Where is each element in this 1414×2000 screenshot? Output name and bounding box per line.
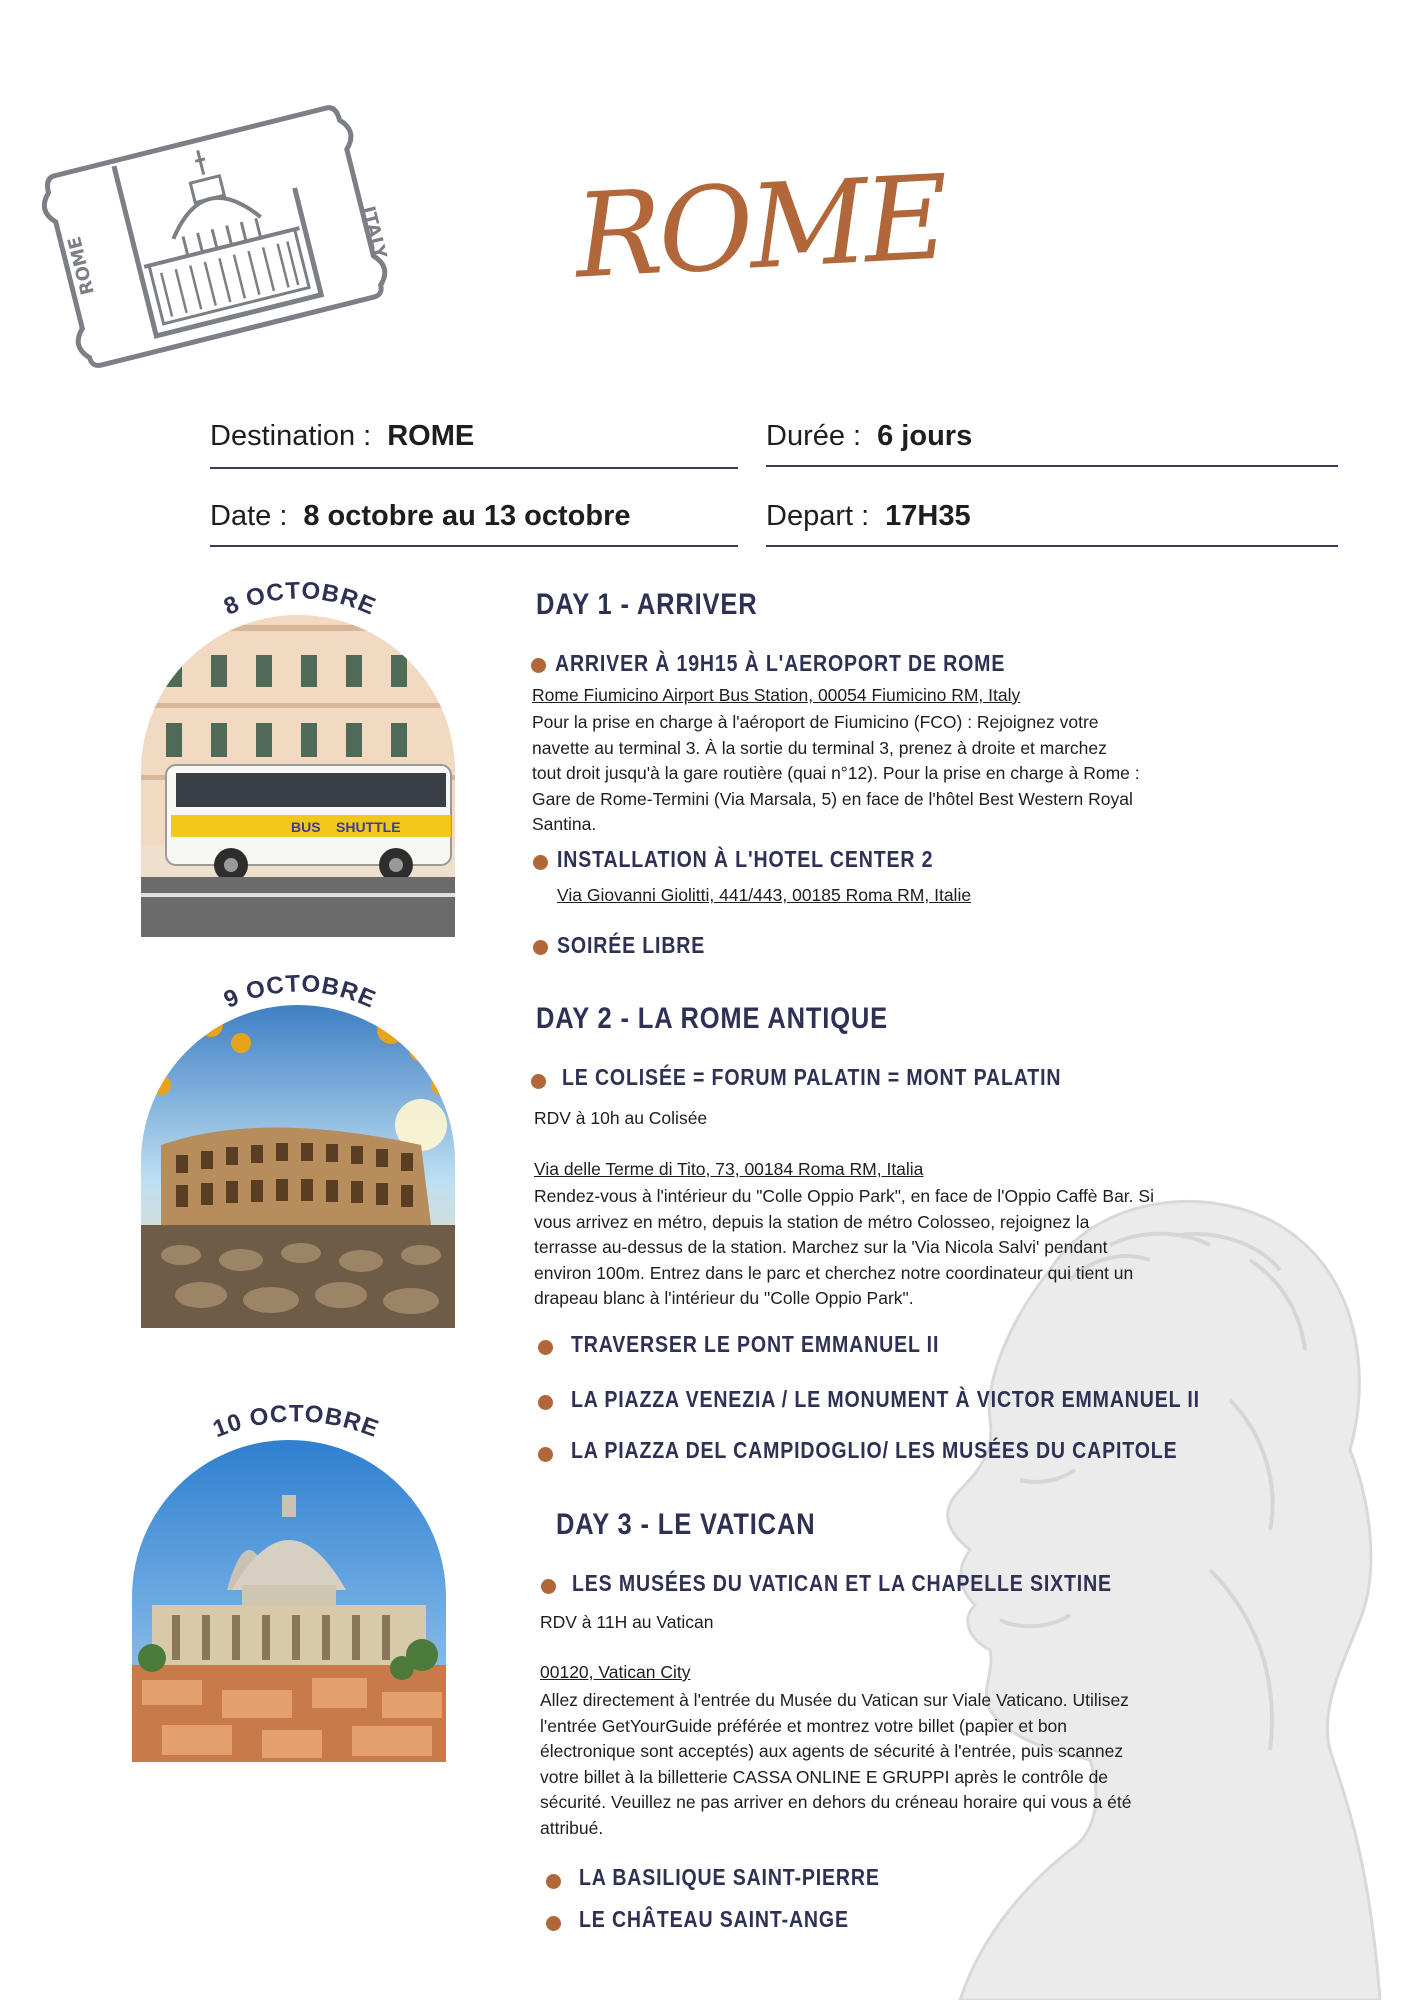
- divider: [210, 545, 738, 547]
- day3-item1-description: Allez directement à l'entrée du Musée du Vatican sur Viale Vaticano. Utilisez l'entrée GetYourGuide préférée et montrez votre billet (papier et bon électronique sont acceptés) aux agents de sécurité à l'entrée, puis scannez votre billet à la billetterie CASSA ONLINE E GRUPPI après le contrôle de sécurité. Veuillez ne pas arriver en dehors du créneau horaire qui vous a été attribué.: [540, 1690, 1132, 1838]
- date-label-day3: [186, 1395, 406, 1445]
- bullet-dot: [546, 1916, 561, 1931]
- stamp-right-text: ITALY: [357, 204, 391, 261]
- day3-item1-meet: RDV à 11H au Vatican: [540, 1612, 714, 1632]
- day1-item1-description: Pour la prise en charge à l'aéroport de Fiumicino (FCO) : Rejoignez votre navette au terminal 3. À la sortie du terminal 3, prenez à droite et marchez tout droit jusqu'à la gare routière (quai n°12). Pour la prise en charge à Rome : Gare de Rome-Termini (Via Marsala, 5) en face de l'hôtel Best Western Royal Santina.: [532, 712, 1140, 834]
- bullet-dot: [538, 1447, 553, 1462]
- bus-sign-b: SHUTTLE: [336, 819, 401, 835]
- bus-sign-a: BUS: [291, 819, 321, 835]
- depart-row: [766, 500, 971, 533]
- day2-item1-description: Rendez-vous à l'intérieur du "Colle Oppio Park", en face de l'Oppio Caffè Bar. Si vous arrivez en métro, depuis la station de métro Colosseo, rejoignez la terrasse au-dessus de la station. Marchez sur la 'Via Nicola Salvi' pendant environ 100m. Entrez dans le parc et cherchez notre coordinateur qui tient un drapeau blanc à l'intérieur du "Colle Oppio Park".: [534, 1186, 1154, 1308]
- depart-value: 17H35: [885, 500, 971, 532]
- bus-photo: [141, 615, 455, 937]
- bullet-dot: [546, 1874, 561, 1889]
- day3-heading: DAY 3 - LE VATICAN: [556, 1508, 816, 1541]
- day1-heading: DAY 1 - ARRIVER: [536, 588, 758, 621]
- day2-item2-title: TRAVERSER LE PONT EMMANUEL II: [571, 1331, 940, 1357]
- duration-label: Durée :: [766, 420, 862, 452]
- divider: [210, 467, 738, 469]
- page-title: ROME: [571, 150, 949, 305]
- day1-item1-address[interactable]: Rome Fiumicino Airport Bus Station, 00054 Fiumicino RM, Italy: [532, 685, 1021, 705]
- day2-item1-address[interactable]: Via delle Terme di Tito, 73, 00184 Roma RM, Italia: [534, 1159, 924, 1179]
- divider: [766, 545, 1338, 547]
- day3-item3-title: LE CHÂTEAU SAINT-ANGE: [579, 1906, 849, 1932]
- day3-item2-title: LA BASILIQUE SAINT-PIERRE: [579, 1864, 880, 1890]
- day2-item4-title: LA PIAZZA DEL CAMPIDOGLIO/ LES MUSÉES DU CAPITOLE: [571, 1437, 1178, 1463]
- day1-item3-title: SOIRÉE LIBRE: [557, 932, 706, 958]
- date-label-text: 10 OCTOBRE: [209, 1400, 383, 1444]
- day2-heading: DAY 2 - LA ROME ANTIQUE: [536, 1002, 889, 1035]
- duration-value: 6 jours: [877, 420, 973, 452]
- duration-row: [766, 420, 972, 453]
- date-label-text: 9 OCTOBRE: [219, 970, 380, 1014]
- bullet-dot: [533, 940, 548, 955]
- divider: [766, 465, 1338, 467]
- day1-item1-title: ARRIVER À 19H15 À L'AEROPORT DE ROME: [555, 650, 1006, 676]
- day3-item1-title: LES MUSÉES DU VATICAN ET LA CHAPELLE SIXTINE: [572, 1570, 1112, 1596]
- depart-label: Depart :: [766, 500, 870, 532]
- bullet-dot: [531, 1074, 546, 1089]
- colosseum-photo: [141, 1005, 455, 1328]
- day2-item1-meet: RDV à 10h au Colisée: [534, 1108, 708, 1128]
- destination-value: ROME: [387, 420, 475, 452]
- bullet-dot: [533, 855, 548, 870]
- day1-item2-address[interactable]: Via Giovanni Giolitti, 441/443, 00185 Roma RM, Italie: [557, 885, 972, 905]
- day2-item1-title: LE COLISÉE = FORUM PALATIN = MONT PALATIN: [562, 1064, 1062, 1090]
- stamp-left-text: ROME: [64, 234, 99, 297]
- day3-item1-address[interactable]: 00120, Vatican City: [540, 1662, 691, 1682]
- bullet-dot: [531, 658, 546, 673]
- date-value: 8 octobre au 13 octobre: [303, 500, 631, 532]
- bullet-dot: [541, 1579, 556, 1594]
- vatican-photo: [132, 1440, 446, 1762]
- destination-row: [210, 420, 474, 453]
- day1-item2-title: INSTALLATION À L'HOTEL CENTER 2: [557, 846, 934, 872]
- day2-item3-title: LA PIAZZA VENEZIA / LE MONUMENT À VICTOR EMMANUEL II: [571, 1386, 1200, 1412]
- destination-label: Destination :: [210, 420, 372, 452]
- date-label: Date :: [210, 500, 288, 532]
- bullet-dot: [538, 1340, 553, 1355]
- date-row: [210, 500, 631, 533]
- rome-stamp: [32, 78, 402, 378]
- svg-text:10 OCTOBRE: [209, 1400, 382, 1443]
- bullet-dot: [538, 1395, 553, 1410]
- date-label-text: 8 OCTOBRE: [219, 577, 380, 621]
